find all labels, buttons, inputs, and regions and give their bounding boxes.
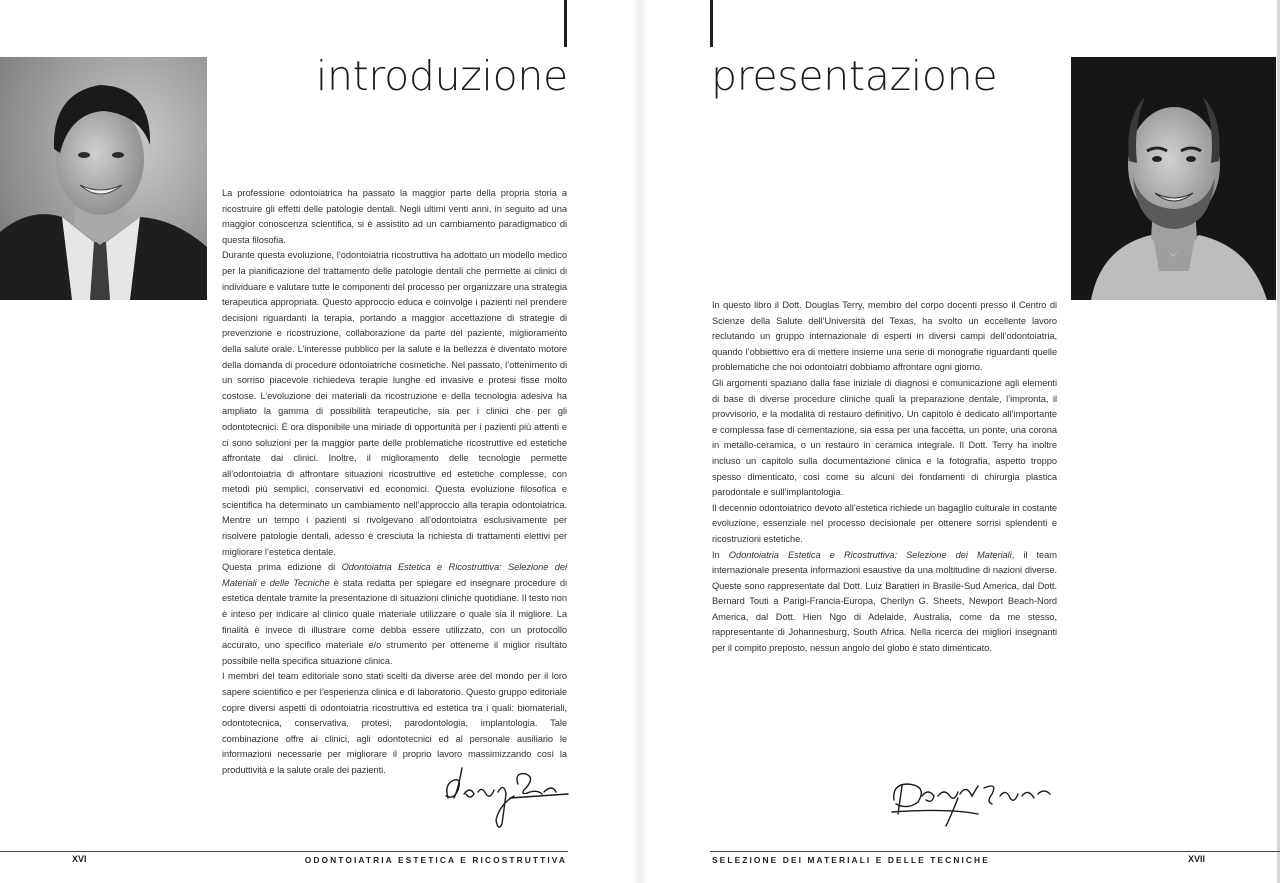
text-run: In bbox=[712, 549, 729, 560]
running-footer: SELEZIONE DEI MATERIALI E DELLE TECNICHE bbox=[712, 855, 990, 865]
heading-rule bbox=[564, 0, 567, 47]
author-portrait-photo bbox=[1071, 57, 1276, 300]
portrait-image bbox=[0, 57, 207, 300]
heading-rule bbox=[710, 0, 713, 47]
paragraph bbox=[712, 548, 1057, 657]
paragraph: Gli argomenti spaziano dalla fase iniziale di diagnosi e comunicazione agli elementi di base di diverse procedure cliniche quali la preparazione dentale, l’impronta, il provvisorio, e la modalità di restauro definitivo. Un capitolo è dedicato all’importante e complessa fase di cementazione, sia essa per una faccetta, un ponte, una corona in metallo-ceramica, o un restauro in ceramica integrale. Il Dott. Terry ha inoltre incluso un capitolo sulla documentazione clinica e la fotografia, aspetto troppo spesso dimenticato, così come su alcuni dei fondamenti di chirurgia plastica parodontale e sull’implantologia. bbox=[712, 377, 1057, 498]
right-page bbox=[640, 0, 1280, 883]
text-run: Questa prima edizione di bbox=[222, 562, 342, 573]
author-portrait-photo bbox=[0, 57, 207, 300]
handwritten-signature-douglas bbox=[440, 760, 572, 830]
paragraph: Durante questa evoluzione, l’odontoiatria ricostruttiva ha adottato un modello medico per la pianificazione del trattamento delle patologie dentali che permette ai clinici di individuare e valutare tutte le componenti del processo per organizzare una strategia terapeutica appropriata. Questo approccio educa e coinvolge i pazienti nel prendere decisioni riguardanti la terapia, portando a maggior accettazione di strategie di prevenzione e ricostruzione, collaborazione da parte del paziente, miglioramento della salute orale. L’interesse pubblico per la salute e la bellezza è diventato motore della domanda di procedure odontoiatriche cosmetiche. Nel passato, l’ottenimento di un sorriso piacevole richiedeva terapie lunghe ed invasive e protesi fisse molto costose. L’evoluzione dei materiali da ricostruzione e della tecnologia adesiva ha ampliato la gamma di possibilità terapeutiche, sia per i clinici che per gli odontotecnici. È ora disponibile una miriade di opportunità per i pazienti più attenti e ci sono soluzioni per la maggior parte delle problematiche ricostruttive ed estetiche affrontate dai clinici. Inoltre, il miglioramento delle tecnologie permette all’odontoiatria di affrontare situazioni ricostruttive ed estetiche complesse, con metodi più semplici, conservativi ed economici. Questa evoluzione filosofica e scientifica ha determinato un cambiamento nell’approccio alla terapia odontoiatrica. Mentre un tempo i pazienti si rivolgevano all’odontoiatra esclusivamente per risolvere patologie dentali, adesso è cresciuta la richiesta di trattamenti elettivi per migliorare l’estetica dentale. bbox=[222, 250, 567, 557]
paragraph: Il decennio odontoiatrico devoto all’estetica richiede un bagaglio culturale in costante evoluzione, essenziale nel processo decisionale per ottenere sorrisi splendenti e ricostruzioni estetiche. bbox=[712, 502, 1057, 544]
book-title-italic: Odontoiatria Estetica e Ricostruttiva: Selezione dei Materiali bbox=[728, 549, 1012, 560]
paragraph bbox=[222, 560, 567, 669]
handwritten-signature bbox=[888, 774, 1058, 832]
running-footer: ODONTOIATRIA ESTETICA E RICOSTRUTTIVA bbox=[304, 855, 567, 865]
portrait-image bbox=[1071, 57, 1276, 300]
text-run: , il team internazionale presenta informazioni esaustive da una moltitudine di nazioni diverse. Queste sono rappresentate dal Dott. Luiz Baratieri in Brasile-Sud America, dal Dott. Bernard Touti a Parigi-Francia-Europa, Cherilyn G. Sheets, Newport Beach-Nord America, dal Dott. Hien Ngo di Adelaide, Australia, come da me stesso, rappresentante di Johannesburg, South Africa. Nella ricerca dei migliori insegnanti per il compito preposto, nessun angolo del globo è stato dimenticato. bbox=[712, 549, 1057, 654]
page-number: XVI bbox=[72, 854, 87, 864]
paragraph: In questo libro il Dott. Douglas Terry, membro del corpo docenti presso il Centro di Scienze della Salute dell’Università del Texas, ha svolto un eccellente lavoro reclutando un gruppo internazionale di esperti in diversi campi dell’odontoiatria, quando l’obbiettivo era di mettere insieme una serie di monografie riguardanti quelle problematiche che noi odontoiatri dobbiamo affrontare ogni giorno. bbox=[712, 300, 1057, 373]
footer-rule bbox=[710, 851, 1280, 852]
book-title-italic: Odontoiatria Estetica e Ricostruttiva: Selezione dei Materiali e delle Tecniche bbox=[222, 562, 567, 588]
presentazione-body bbox=[712, 298, 1057, 657]
page-number: XVII bbox=[1188, 854, 1206, 864]
footer-rule bbox=[0, 851, 568, 852]
paragraph: La professione odontoiatrica ha passato la maggior parte della propria storia a ricostruire gli effetti delle patologie dentali. Negli ultimi venti anni, in seguito ad una maggior conoscenza scientifica, si è assistito ad un cambiamento paradigmatico di questa filosofia. bbox=[222, 188, 567, 245]
text-run: è stata redatta per spiegare ed insegnare procedure di estetica dentale tramite la presentazione di situazioni cliniche quotidiane. Il testo non è inteso per indicare al clinico quale materiale utilizzare o quale sia il migliore. La finalità è invece di illustrare come debba essere utilizzato, con un protocollo accurato, uno specifico materiale e/o strumento per ottenerne il miglior risultato possibile nella specifica situazione clinica. bbox=[222, 577, 568, 666]
paragraph: I membri del team editoriale sono stati scelti da diverse aree del mondo per il loro sapere scientifico e per l’esperienza clinica e di laboratorio. Questo gruppo editoriale copre diversi aspetti di odontoiatria ricostruttiva ed estetica tra i quali: biomateriali, odontotecnica, conservativa, protesi, parodontologia, implantologia. Tale combinazione offre ai clinici, agli odontotecnici ed al personale ausiliario le informazioni necessarie per migliorare il proprio lavoro massimizzando così la produttività e la salute orale dei pazienti. bbox=[222, 671, 567, 775]
page-heading-presentazione: presentazione bbox=[711, 52, 998, 100]
page-heading-introduzione: introduzione bbox=[315, 52, 568, 100]
introduzione-body bbox=[222, 186, 567, 779]
